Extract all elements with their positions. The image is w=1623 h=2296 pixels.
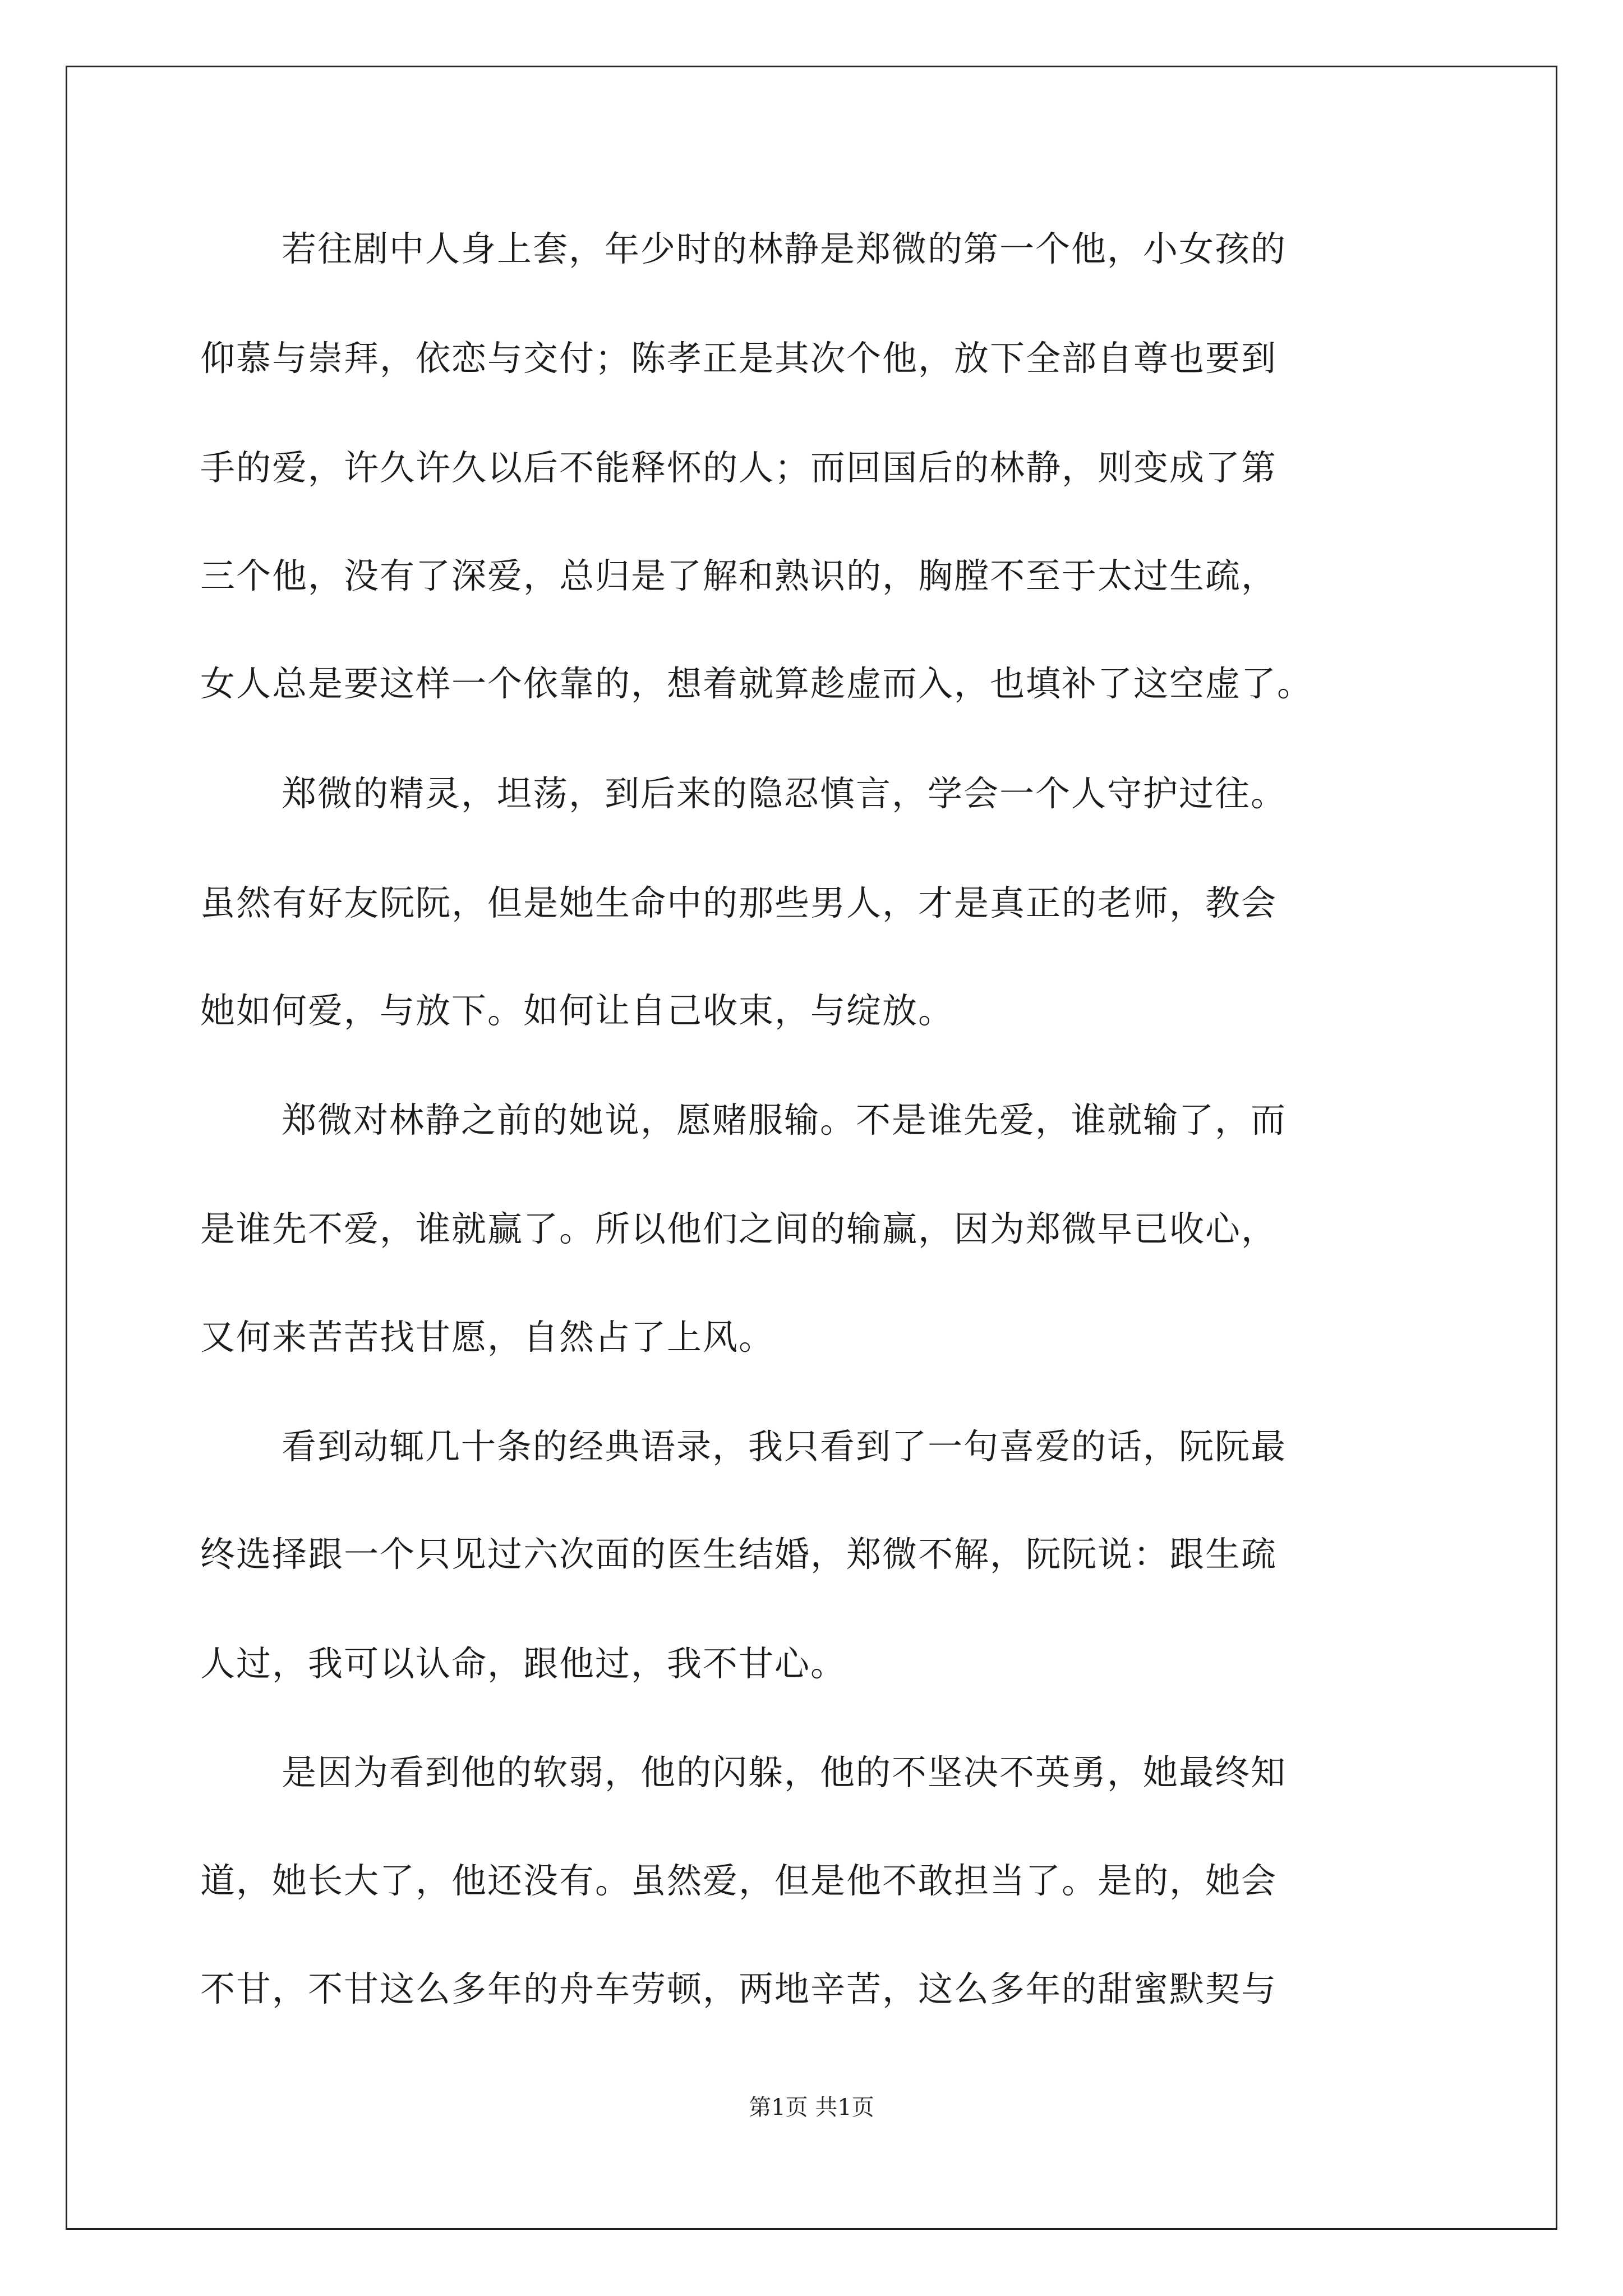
paragraph-1-line-2: 仰慕与崇拜，依恋与交付；陈孝正是其次个他，放下全部自尊也要到 [200,338,1278,379]
paragraph-1-line-4: 三个他，没有了深爱，总归是了解和熟识的，胸膛不至于太过生疏， [200,555,1278,596]
paragraph-4-line-2: 终选择跟一个只见过六次面的医生结婚，郑微不解，阮阮说：跟生疏 [200,1534,1278,1575]
paragraph-2-line-2: 虽然有好友阮阮，但是她生命中的那些男人，才是真正的老师，教会 [200,882,1278,923]
paragraph-5-line-2: 道，她长大了，他还没有。虽然爱，但是他不敢担当了。是的，她会 [200,1860,1278,1901]
paragraph-5-line-3: 不甘，不甘这么多年的舟车劳顿，两地辛苦，这么多年的甜蜜默契与 [200,1968,1278,2009]
paragraph-3-line-3: 又何来苦苦找甘愿，自然占了上风。 [200,1317,775,1358]
paragraph-3-line-2: 是谁先不爱，谁就赢了。所以他们之间的输赢，因为郑微早已收心， [200,1208,1278,1249]
paragraph-2-line-1: 郑微的精灵，坦荡，到后来的隐忍慎言，学会一个人守护过往。 [282,773,1287,814]
paragraph-4-line-3: 人过，我可以认命，跟他过，我不甘心。 [200,1643,847,1684]
paragraph-1-line-3: 手的爱，许久许久以后不能释怀的人；而回国后的林静，则变成了第 [200,447,1278,488]
paragraph-5-line-1: 是因为看到他的软弱，他的闪躲，他的不坚决不英勇，她最终知 [282,1752,1287,1793]
paragraph-3-line-1: 郑微对林静之前的她说，愿赌服输。不是谁先爱，谁就输了，而 [282,1099,1287,1140]
paragraph-1-line-5: 女人总是要这样一个依靠的，想着就算趁虚而入，也填补了这空虚了。 [200,663,1313,704]
paragraph-1-line-1: 若往剧中人身上套，年少时的林静是郑微的第一个他，小女孩的 [282,228,1287,269]
page-footer: 第1页 共1页 [749,2095,874,2120]
paragraph-4-line-1: 看到动辄几十条的经典语录，我只看到了一句喜爱的话，阮阮最 [282,1426,1287,1467]
page-border [66,66,1557,2230]
paragraph-2-line-3: 她如何爱，与放下。如何让自己收束，与绽放。 [200,990,955,1031]
